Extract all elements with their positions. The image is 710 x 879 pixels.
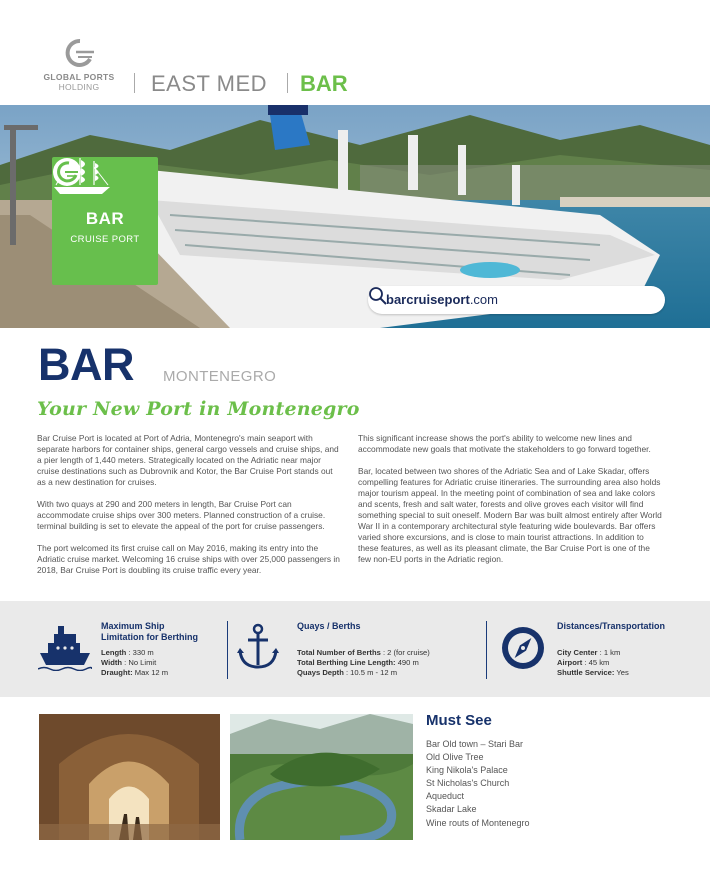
old-town-archway-photo (39, 714, 220, 840)
must-see-title: Must See (426, 712, 492, 729)
compass-icon (500, 625, 546, 671)
skadar-lake-photo (230, 714, 413, 840)
body-paragraph: The port welcomed its first cruise call on May 2016, making its entry into the Adriatic cruise market. Welcoming 16 cruise ships with over 25,000 passengers in 2018, Bar Cruise Port is doubling its cruise traffic every year. (37, 543, 340, 575)
logo-bottom-text: HOLDING (58, 82, 100, 92)
website-url[interactable] (386, 292, 498, 307)
body-paragraph: This significant increase shows the port's ability to welcome new lines and accommodate new goals that motivate the stakeholders to go forward together. (358, 433, 651, 454)
info-row: Airport : 45 km (557, 658, 610, 667)
list-item: Bar Old town – Stari Bar (426, 739, 524, 749)
body-paragraph: Bar Cruise Port is located at Port of Adria, Montenegro's main seaport with separate harbors for container ships, general cargo vessels and cruise ships, and a pier length of 1,440 meters. Strategically located on the Adriatic near major cruise destinations such as Dubrovnik and Kotor, the Bar Cruise Port stands out as a new destination for cruises. (37, 433, 339, 487)
list-item: Aqueduct (426, 791, 465, 802)
list-item: St Nicholas's Church (426, 778, 510, 789)
info-row: Width : No Limit (101, 658, 157, 667)
band-divider (486, 621, 487, 679)
region-label: EAST MED (151, 71, 268, 96)
global-ports-logo-icon (60, 38, 98, 68)
header-divider (134, 73, 135, 93)
logo-top-text: GLOBAL PORTS (43, 72, 115, 82)
port-info-band (0, 601, 710, 697)
info-row: Draught: Max 12 m (101, 668, 169, 677)
header (0, 0, 710, 105)
body-paragraph: Bar, located between two shores of the Adriatic Sea and of Lake Skadar, offers compelling features for Adriatic cruise itineraries. The surrounding area also holds major tourism appeal. In the meeting point of combination of sea and lake colors and scents, fresh and salt water, forests and olive groves each visitor will find something special to suit oneself. Modern Bar was built almost entirely after World War II in a contemporary architectural style featuring wide boulevards. Bar offers varied shore excursions, and is close to main tourist attractions. In addition to these features, as well as its pleasant climate, the Bar Cruise Port is one of the few non-EU ports in the Adriatic region. (358, 466, 662, 564)
port-code-label: BAR (300, 71, 348, 96)
hero-image (0, 105, 710, 328)
list-item: King Nikola's Palace (426, 765, 508, 776)
bar-cruise-port-badge (52, 157, 158, 285)
ship-icon (38, 623, 92, 671)
badge-subtitle: CRUISE PORT (70, 234, 140, 245)
list-item: Skadar Lake (426, 804, 477, 815)
port-title: BAR (38, 339, 134, 390)
info-row: Shuttle Service: Yes (557, 668, 629, 677)
info-row: Length : 330 m (101, 648, 154, 657)
list-item: Old Olive Tree (426, 752, 484, 763)
ship-limitation-title-line1: Maximum Ship (101, 621, 165, 631)
ship-limitation-title (101, 621, 198, 643)
url-tld: .com (469, 292, 498, 307)
distances-rows (557, 648, 629, 678)
info-row: City Center : 1 km (557, 648, 621, 657)
body-column-right (358, 433, 663, 576)
header-divider (287, 73, 288, 93)
info-row: Total Berthing Line Length: 490 m (297, 658, 419, 667)
body-paragraph: With two quays at 290 and 200 meters in length, Bar Cruise Port can accommodate cruise ships over 300 meters. Planned construction of a cruise. terminal building is set to elevate the appeal of the port for cruise passengers. (37, 499, 326, 531)
tagline: Your New Port in Montenegro (37, 398, 360, 420)
search-icon[interactable] (368, 286, 388, 306)
ship-limitation-rows (101, 648, 168, 678)
quays-rows (297, 648, 430, 678)
info-row: Total Number of Berths : 2 (for cruise) (297, 648, 430, 657)
logo-wordmark (37, 72, 121, 92)
anchor-icon (236, 623, 280, 671)
list-item: Wine routs of Montenegro (426, 817, 530, 828)
country-label: MONTENEGRO (163, 368, 277, 385)
band-divider (227, 621, 228, 679)
badge-port-name: BAR (85, 209, 125, 228)
quays-title: Quays / Berths (297, 621, 361, 631)
global-ports-g-icon (52, 157, 82, 187)
distances-title: Distances/Transportation (557, 621, 666, 631)
ship-limitation-title-line2: Limitation for Berthing (101, 632, 198, 642)
must-see-list (426, 738, 530, 830)
info-row: Quays Depth : 10.5 m - 12 m (297, 668, 398, 677)
url-domain: barcruiseport (386, 292, 470, 307)
body-column-left (37, 433, 342, 587)
website-search-bar[interactable] (368, 286, 665, 314)
